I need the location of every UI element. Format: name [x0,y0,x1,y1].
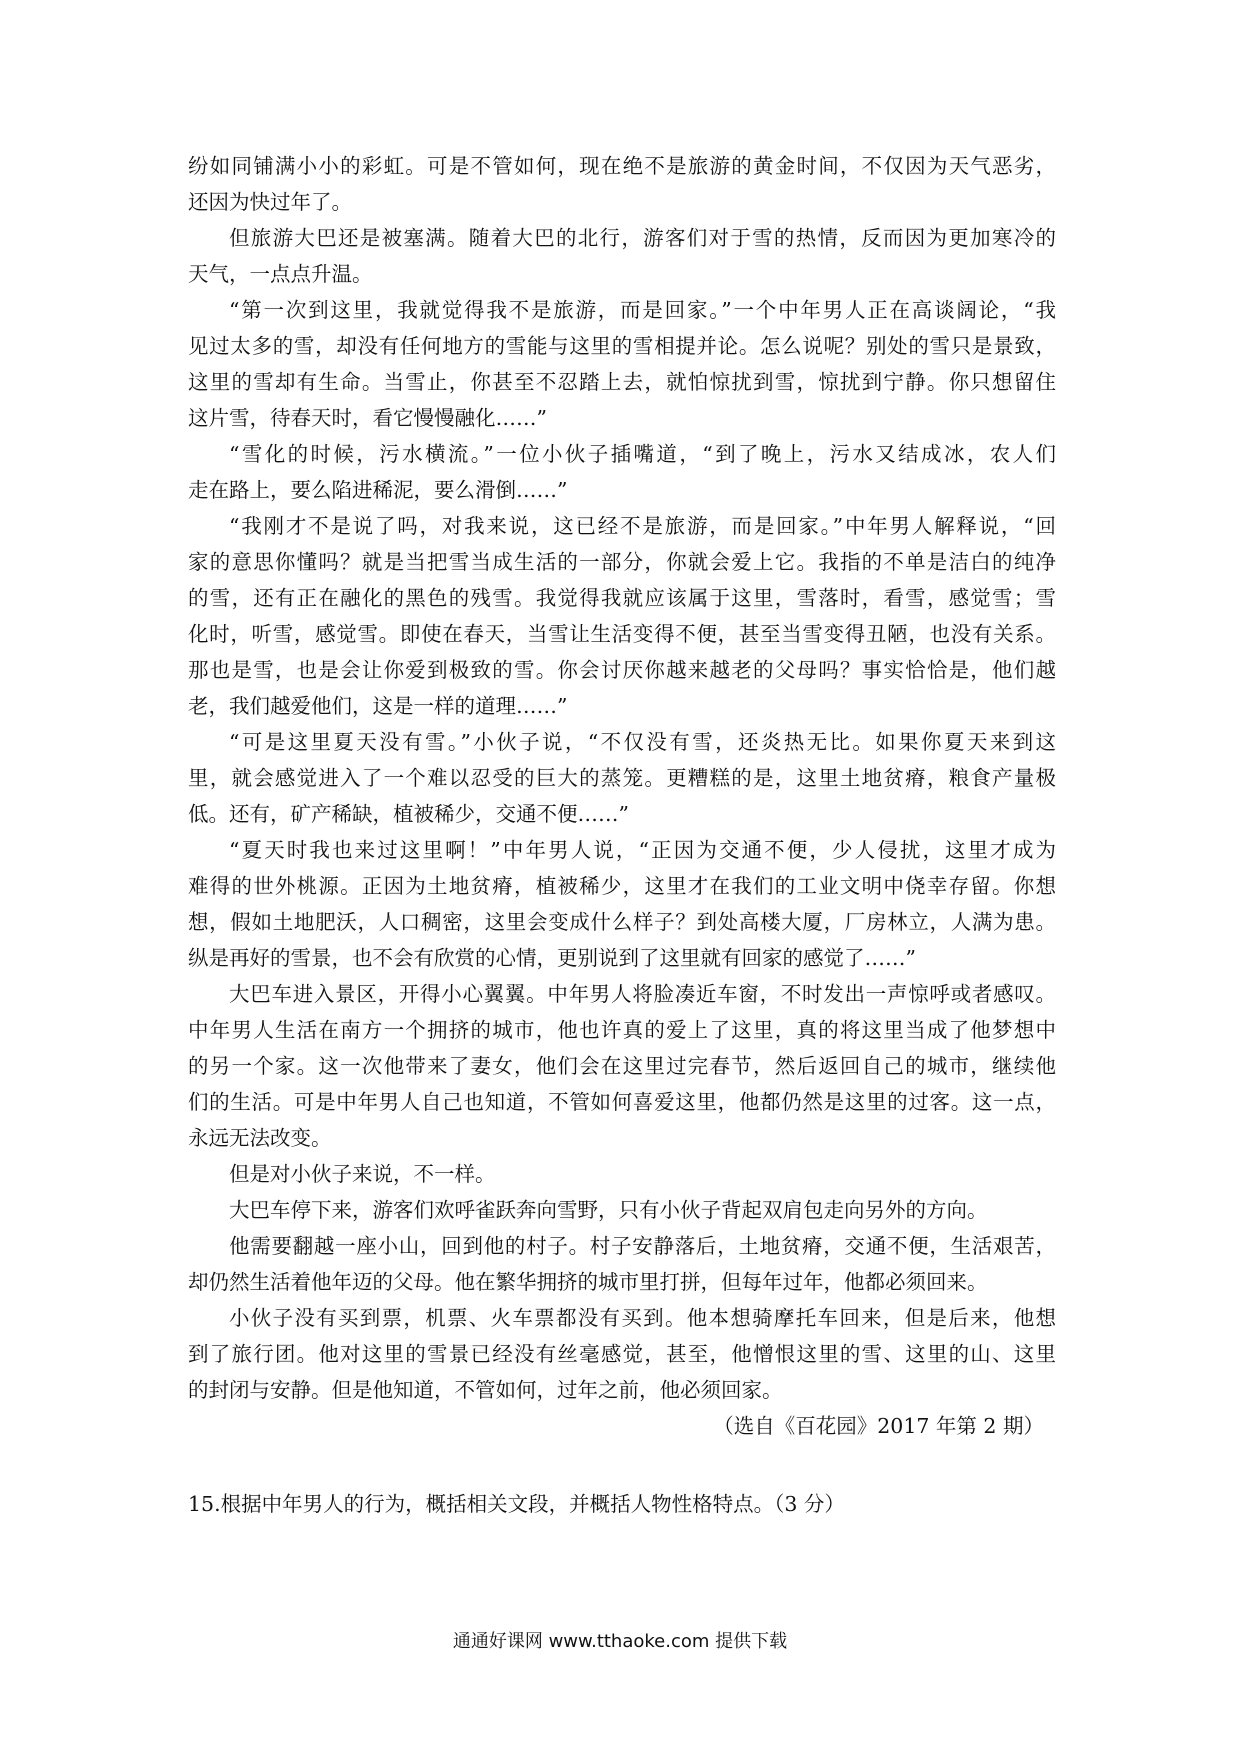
page-footer: 通通好课网 www.tthaoke.com 提供下载 [452,1631,788,1652]
text-line: 的封闭与安静。但是他知道，不管如何，过年之前，他必须回家。 [188,1378,783,1402]
text-line: 大巴车停下来，游客们欢呼雀跃奔向雪野，只有小伙子背起双肩包走向另外的方向。 [229,1198,988,1222]
source-citation: （选自《百花园》2017 年第 2 期） [713,1414,1044,1438]
text-line: 难得的世外桃源。正因为土地贫瘠，植被稀少，这里才在我们的工业文明中侥幸存留。你想 [188,874,1056,898]
text-line: 这片雪，待春天时，看它慢慢融化……” [188,406,547,430]
text-line: 中年男人生活在南方一个拥挤的城市，他也许真的爱上了这里，真的将这里当成了他梦想中 [188,1018,1056,1042]
text-line: 大巴车进入景区，开得小心翼翼。中年男人将脸凑近车窗，不时发出一声惊呼或者感叹。 [229,982,1056,1006]
text-line: 却仍然生活着他年迈的父母。他在繁华拥挤的城市里打拼，但每年过年，他都必须回来。 [188,1270,988,1294]
text-line: 的雪，还有正在融化的黑色的残雪。我觉得我就应该属于这里，雪落时，看雪，感觉雪；雪 [188,586,1056,610]
text-line: 老，我们越爱他们，这是一样的道理……” [188,694,568,718]
text-line: 家的意思你懂吗？就是当把雪当成生活的一部分，你就会爱上它。我指的不单是洁白的纯净 [188,550,1056,574]
text-line: “夏天时我也来过这里啊！”中年男人说，“正因为交通不便，少人侵扰，这里才成为 [229,838,1056,862]
text-line: 但旅游大巴还是被塞满。随着大巴的北行，游客们对于雪的热情，反而因为更加寒冷的 [229,226,1056,250]
text-line: 他需要翻越一座小山，回到他的村子。村子安静落后，土地贫瘠，交通不便，生活艰苦， [229,1234,1056,1258]
text-line: 见过太多的雪，却没有任何地方的雪能与这里的雪相提并论。怎么说呢？别处的雪只是景致， [188,334,1056,358]
text-line: 想，假如土地肥沃，人口稠密，这里会变成什么样子？到处高楼大厦，厂房林立，人满为患。 [188,910,1056,934]
text-line: “可是这里夏天没有雪。”小伙子说，“不仅没有雪，还炎热无比。如果你夏天来到这 [229,730,1056,754]
question-15: 15.根据中年男人的行为，概括相关文段，并概括人物性格特点。（3 分） [188,1492,845,1516]
text-line: 那也是雪，也是会让你爱到极致的雪。你会讨厌你越来越老的父母吗？事实恰恰是，他们越 [188,658,1056,682]
text-line: 们的生活。可是中年男人自己也知道，不管如何喜爱这里，他都仍然是这里的过客。这一点， [188,1090,1056,1114]
text-line: 到了旅行团。他对这里的雪景已经没有丝毫感觉，甚至，他憎恨这里的雪、这里的山、这里 [188,1342,1056,1366]
text-line: 小伙子没有买到票，机票、火车票都没有买到。他本想骑摩托车回来，但是后来，他想 [229,1306,1056,1330]
text-line: 但是对小伙子来说，不一样。 [229,1162,496,1186]
text-line: 这里的雪却有生命。当雪止，你甚至不忍踏上去，就怕惊扰到雪，惊扰到宁静。你只想留住 [188,370,1056,394]
text-line: “雪化的时候，污水横流。”一位小伙子插嘴道，“到了晚上，污水又结成冰，农人们 [229,442,1056,466]
text-line: 低。还有，矿产稀缺，植被稀少，交通不便……” [188,802,629,826]
text-line: 走在路上，要么陷进稀泥，要么滑倒……” [188,478,568,502]
text-line: “我刚才不是说了吗，对我来说，这已经不是旅游，而是回家。”中年男人解释说，“回 [229,514,1056,538]
text-line: 天气，一点点升温。 [188,262,373,286]
text-line: 的另一个家。这一次他带来了妻女，他们会在这里过完春节，然后返回自己的城市，继续他 [188,1054,1056,1078]
article-body [188,148,1056,1444]
text-line: 里，就会感觉进入了一个难以忍受的巨大的蒸笼。更糟糕的是，这里土地贫瘠，粮食产量极 [188,766,1056,790]
text-line: 还因为快过年了。 [188,190,352,214]
text-line: 永远无法改变。 [188,1126,332,1150]
text-line: 化时，听雪，感觉雪。即使在春天，当雪让生活变得不便，甚至当雪变得丑陋，也没有关系。 [188,622,1056,646]
text-line: “第一次到这里，我就觉得我不是旅游，而是回家。”一个中年男人正在高谈阔论，“我 [229,298,1056,322]
text-line: 纷如同铺满小小的彩虹。可是不管如何，现在绝不是旅游的黄金时间，不仅因为天气恶劣， [188,154,1056,178]
text-line: 纵是再好的雪景，也不会有欣赏的心情，更别说到了这里就有回家的感觉了……” [188,946,916,970]
